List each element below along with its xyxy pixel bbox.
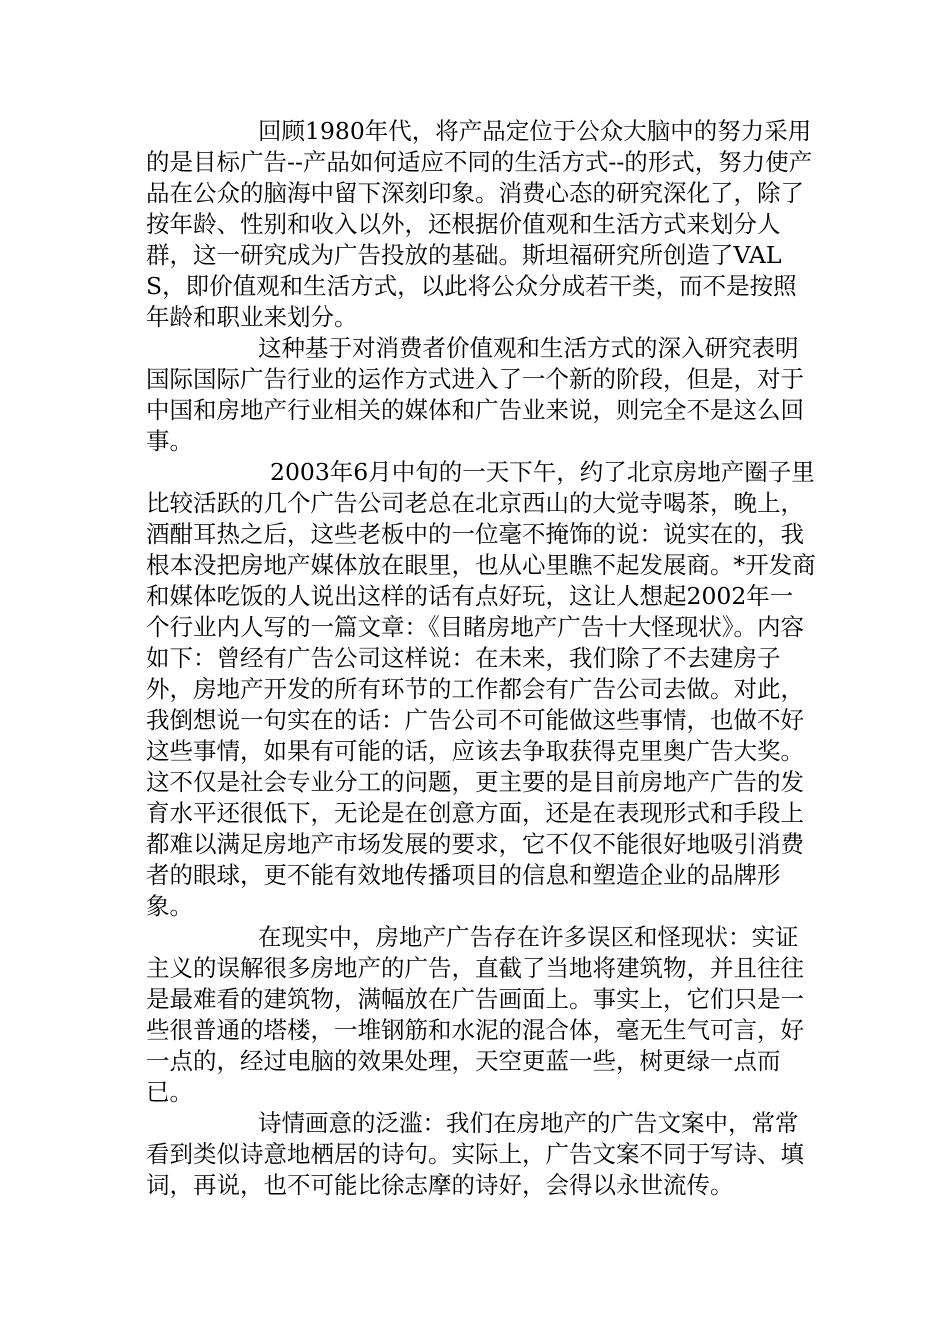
paragraph-2003-dajue-temple: 2003年6月中旬的一天下午，约了北京房地产圈子里比较活跃的几个广告公司老总在北京西山的大觉寺喝茶，晚上，酒酣耳热之后，这些老板中的一位毫不掩饰的说：说实在的，我根本没把房地产媒体放在眼里，也从心里瞧不起发展商。*开发商和媒体吃饭的人说出这样的话有点好玩，这让人想起2002年一个行业内人写的一篇文章：《目睹房地产广告十大怪现状》。内容如下：曾经有广告公司这样说：在未来，我们除了不去建房子外，房地产开发的所有环节的工作都会有广告公司去做。对此，我倒想说一句实在的话：广告公司不可能做这些事情，也做不好这些事情，如果有可能的话，应该去争取获得克里奥广告大奖。这不仅是社会专业分工的问题，更主要的是目前房地产广告的发育水平还很低下，无论是在创意方面，还是在表现形式和手段上都难以满足房地产市场发展的要求，它不仅不能很好地吸引消费者的眼球，更不能有效地传播项目的信息和塑造企业的品牌形象。 — [146, 458, 816, 920]
document-body — [146, 116, 816, 1201]
paragraph-international-advertising: 这种基于对消费者价值观和生活方式的深入研究表明国际国际广告行业的运作方式进入了一个新的阶段，但是，对于中国和房地产行业相关的媒体和广告业来说，则完全不是这么回事。 — [146, 334, 804, 455]
paragraph-realism-misunderstanding: 在现实中，房地产广告存在许多误区和怪现状：实证主义的误解很多房地产的广告，直截了当地将建筑物，并且往往是最难看的建筑物，满幅放在广告画面上。事实上，它们只是一些很普通的塔楼，一堆钢筋和水泥的混合体，毫无生气可言，好一点的，经过电脑的效果处理，天空更蓝一些，树更绿一点而已。 — [146, 923, 804, 1106]
paragraph-poetic-overflow: 诗情画意的泛滥：我们在房地产的广告文案中，常常看到类似诗意地栖居的诗句。实际上，广告文案不同于写诗、填词，再说，也不可能比徐志摩的诗好，会得以永世流传。 — [146, 1109, 804, 1199]
paragraph-1980s-target-advertising: 回顾1980年代，将产品定位于公众大脑中的努力采用的是目标广告--产品如何适应不同的生活方式--的形式，努力使产品在公众的脑海中留下深刻印象。消费心态的研究深化了，除了按年龄、性别和收入以外，还根据价值观和生活方式来划分人群，这一研究成为广告投放的基础。斯坦福研究所创造了VALS，即价值观和生活方式，以此将公众分成若干类，而不是按照年龄和职业来划分。 — [146, 117, 813, 331]
